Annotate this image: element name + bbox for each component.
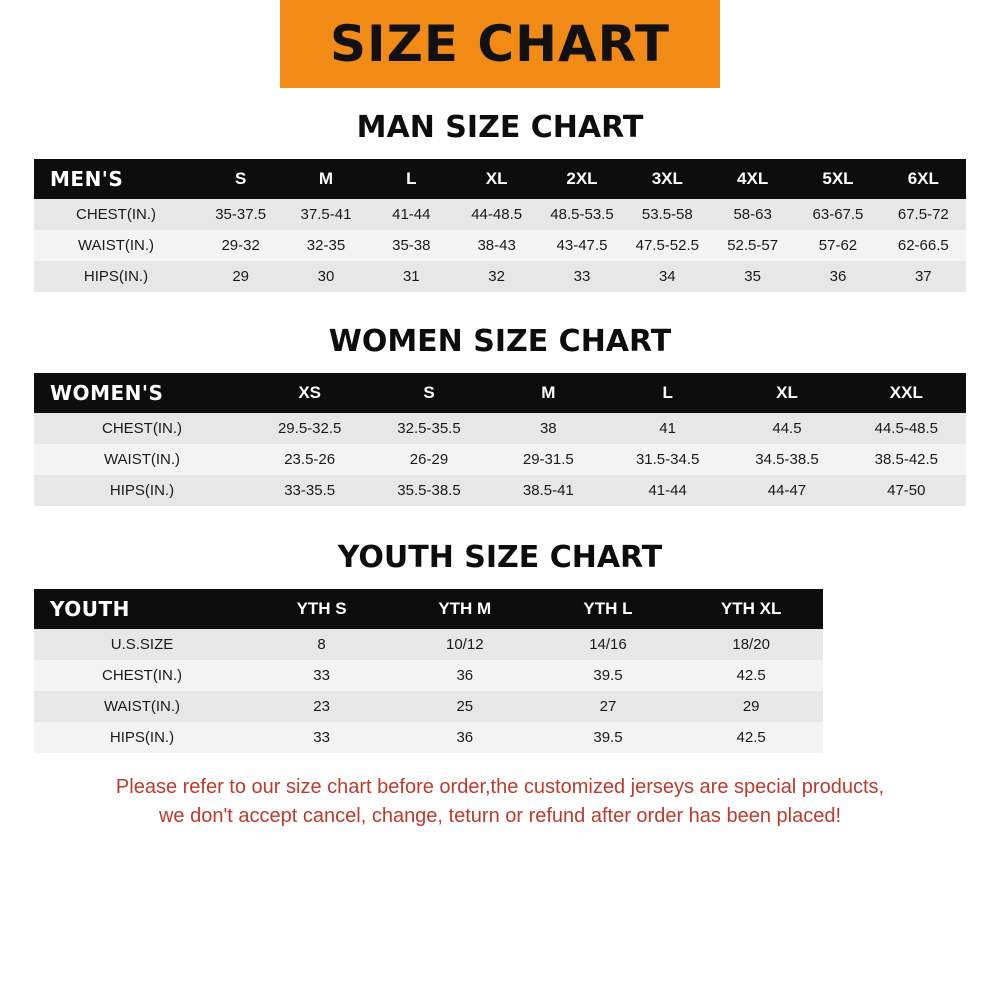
men-col-header: 4XL [710,159,795,199]
cell: 42.5 [680,660,823,691]
cell: 29-32 [198,230,283,261]
cell: 58-63 [710,199,795,230]
footer-note [56,773,944,831]
table-header-row [34,373,966,413]
men-col-header: 3XL [625,159,710,199]
table-row [34,261,966,292]
cell: 29.5-32.5 [250,413,369,444]
row-label: CHEST(IN.) [34,660,250,691]
cell: 31 [369,261,454,292]
cell: 38.5-42.5 [847,444,966,475]
row-label: WAIST(IN.) [34,691,250,722]
cell: 29 [680,691,823,722]
cell: 32.5-35.5 [369,413,488,444]
cell: 39.5 [536,660,679,691]
row-label: CHEST(IN.) [34,199,198,230]
women-col-header: XXL [847,373,966,413]
spacer-cell [823,722,966,753]
table-header-row [34,159,966,199]
table-row [34,691,966,722]
cell: 44.5-48.5 [847,413,966,444]
cell: 67.5-72 [881,199,966,230]
cell: 36 [393,660,536,691]
cell: 53.5-58 [625,199,710,230]
youth-col-header: YTH XL [680,589,823,629]
row-label: HIPS(IN.) [34,475,250,506]
cell: 39.5 [536,722,679,753]
women-table-label: WOMEN'S [34,373,250,413]
table-row [34,413,966,444]
men-col-header: 6XL [881,159,966,199]
section-title-women: WOMEN SIZE CHART [328,324,672,359]
cell: 43-47.5 [539,230,624,261]
men-col-header: XL [454,159,539,199]
row-label: CHEST(IN.) [34,413,250,444]
spacer-cell [823,691,966,722]
cell: 36 [795,261,880,292]
men-col-header: M [283,159,368,199]
footer-line-2: we don't accept cancel, change, teturn or refund after order has been placed! [158,805,842,827]
cell: 10/12 [393,629,536,660]
cell: 36 [393,722,536,753]
cell: 23 [250,691,393,722]
cell: 35.5-38.5 [369,475,488,506]
cell: 35 [710,261,795,292]
cell: 38 [489,413,608,444]
cell: 26-29 [369,444,488,475]
spacer-cell [823,629,966,660]
youth-col-header: YTH L [536,589,679,629]
chart-content [0,88,1000,1000]
page-title: SIZE CHART [329,15,671,73]
cell: 38-43 [454,230,539,261]
cell: 35-38 [369,230,454,261]
women-col-header: M [489,373,608,413]
cell: 52.5-57 [710,230,795,261]
row-label: HIPS(IN.) [34,261,198,292]
cell: 33 [250,722,393,753]
cell: 42.5 [680,722,823,753]
cell: 8 [250,629,393,660]
row-label: U.S.SIZE [34,629,250,660]
men-col-header: S [198,159,283,199]
table-row [34,444,966,475]
table-row [34,722,966,753]
youth-table-label: YOUTH [34,589,250,629]
table-header-row [34,589,966,629]
cell: 44-47 [727,475,846,506]
cell: 48.5-53.5 [539,199,624,230]
cell: 41-44 [369,199,454,230]
table-row [34,475,966,506]
table-row [34,199,966,230]
cell: 41 [608,413,727,444]
cell: 33-35.5 [250,475,369,506]
spacer-cell [823,589,966,629]
cell: 27 [536,691,679,722]
cell: 62-66.5 [881,230,966,261]
cell: 30 [283,261,368,292]
section-title-youth: YOUTH SIZE CHART [337,540,663,575]
youth-col-header: YTH M [393,589,536,629]
cell: 35-37.5 [198,199,283,230]
cell: 47.5-52.5 [625,230,710,261]
women-col-header: XS [250,373,369,413]
cell: 38.5-41 [489,475,608,506]
men-col-header: L [369,159,454,199]
row-label: HIPS(IN.) [34,722,250,753]
footer-line-1: Please refer to our size chart before order,the customized jerseys are special products, [115,776,885,798]
cell: 23.5-26 [250,444,369,475]
cell: 34.5-38.5 [727,444,846,475]
cell: 44-48.5 [454,199,539,230]
women-col-header: XL [727,373,846,413]
cell: 29 [198,261,283,292]
cell: 47-50 [847,475,966,506]
cell: 29-31.5 [489,444,608,475]
cell: 34 [625,261,710,292]
men-table-label: MEN'S [34,159,198,199]
cell: 63-67.5 [795,199,880,230]
cell: 33 [250,660,393,691]
cell: 44.5 [727,413,846,444]
cell: 33 [539,261,624,292]
cell: 18/20 [680,629,823,660]
youth-col-header: YTH S [250,589,393,629]
cell: 32 [454,261,539,292]
table-row [34,629,966,660]
women-size-table [34,373,966,506]
table-row [34,660,966,691]
women-col-header: L [608,373,727,413]
section-title-men: MAN SIZE CHART [356,110,644,145]
row-label: WAIST(IN.) [34,444,250,475]
cell: 31.5-34.5 [608,444,727,475]
women-col-header: S [369,373,488,413]
row-label: WAIST(IN.) [34,230,198,261]
cell: 14/16 [536,629,679,660]
cell: 41-44 [608,475,727,506]
table-row [34,230,966,261]
spacer-cell [823,660,966,691]
header-banner [0,0,1000,88]
youth-size-table [34,589,966,753]
cell: 37.5-41 [283,199,368,230]
men-size-table [34,159,966,292]
cell: 37 [881,261,966,292]
cell: 32-35 [283,230,368,261]
cell: 57-62 [795,230,880,261]
cell: 25 [393,691,536,722]
men-col-header: 5XL [795,159,880,199]
men-col-header: 2XL [539,159,624,199]
